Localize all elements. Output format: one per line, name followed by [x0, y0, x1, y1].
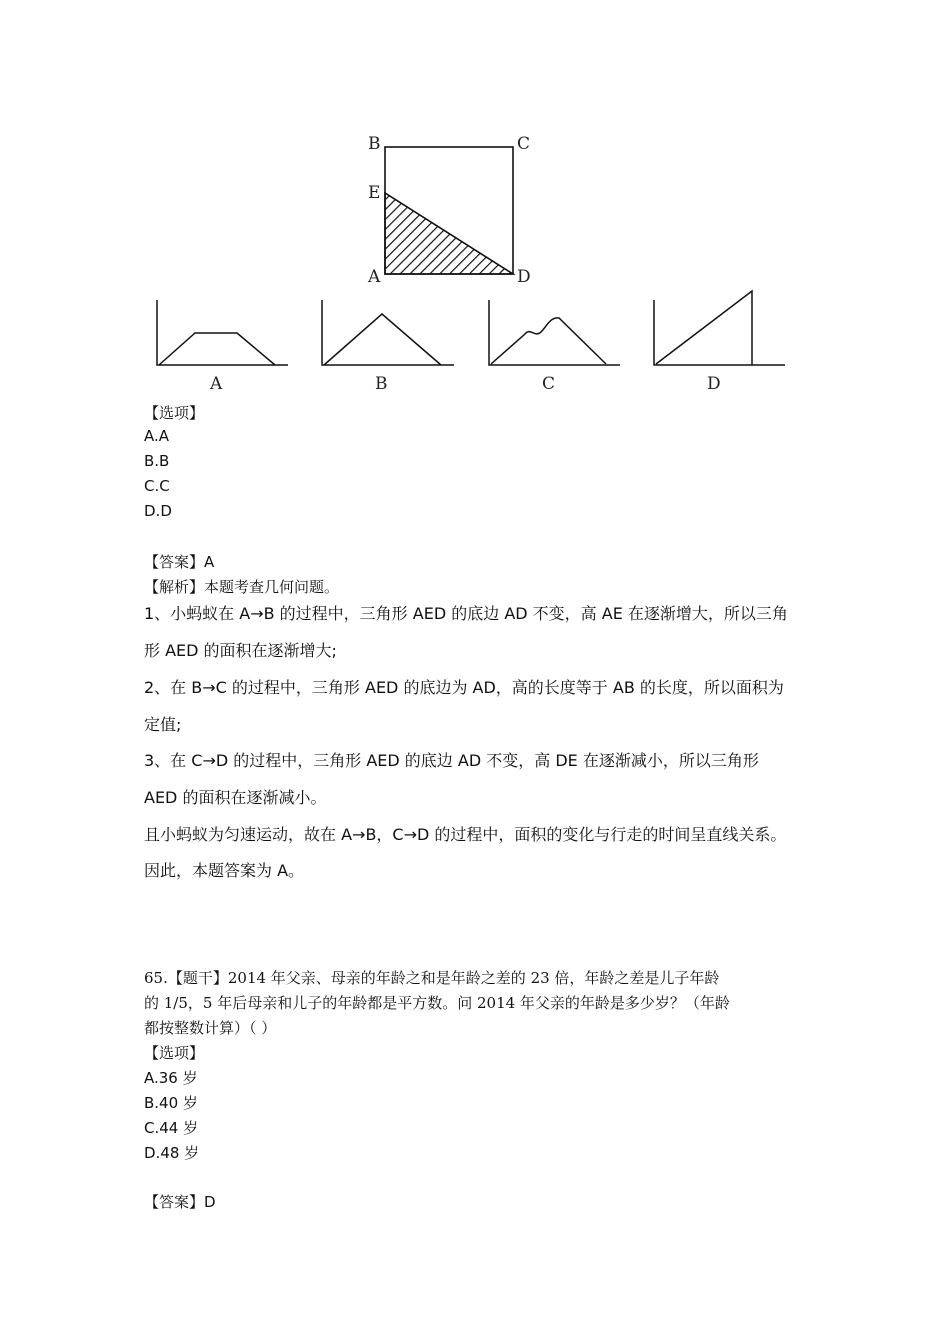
label-b: B — [368, 134, 381, 154]
graph-d — [654, 291, 785, 365]
question-figure — [0, 0, 950, 400]
analysis-line: 3、在 C→D 的过程中，三角形 AED 的底边 AD 不变，高 DE 在逐渐减小，所以三角形 — [144, 751, 759, 770]
analysis-line: 1、小蚂蚁在 A→B 的过程中，三角形 AED 的底边 AD 不变，高 AE 在逐渐增大，所以三角 — [144, 604, 788, 623]
label-e: E — [368, 183, 381, 203]
graph-d-label: D — [707, 374, 721, 394]
label-d: D — [517, 267, 531, 287]
analysis-title: 【解析】本题考查几何问题。 — [144, 578, 340, 596]
triangle-aed — [385, 193, 513, 274]
options-header: 【选项】 — [144, 1044, 205, 1062]
graph-b — [322, 300, 454, 365]
option-c: C.C — [144, 477, 170, 495]
option-b: B.40 岁 — [144, 1094, 198, 1112]
option-c: C.44 岁 — [144, 1119, 199, 1137]
graph-b-label: B — [375, 374, 388, 394]
analysis-line: 形 AED 的面积在逐渐增大; — [144, 641, 337, 660]
option-d: D.D — [144, 502, 172, 520]
option-b: B.B — [144, 452, 170, 470]
question-stem-line: 的 1/5，5 年后母亲和儿子的年龄都是平方数。问 2014 年父亲的年龄是多少岁？（年龄 — [144, 994, 730, 1012]
graph-c-label: C — [542, 374, 556, 394]
question-stem-line: 都按整数计算）（ ） — [144, 1019, 277, 1037]
label-c: C — [517, 134, 531, 154]
analysis-line: 2、在 B→C 的过程中，三角形 AED 的底边为 AD，高的长度等于 AB 的长度，所以面积为 — [144, 678, 784, 697]
graph-c — [489, 300, 620, 365]
option-a: A.36 岁 — [144, 1069, 198, 1087]
question-stem-line: 65.【题干】2014 年父亲、母亲的年龄之和是年龄之差的 23 倍，年龄之差是儿子年龄 — [144, 969, 720, 987]
option-d: D.48 岁 — [144, 1144, 200, 1162]
answer: 【答案】A — [144, 553, 215, 571]
analysis-line: 因此，本题答案为 A。 — [144, 861, 305, 880]
answer: 【答案】D — [144, 1193, 216, 1211]
label-a: A — [368, 267, 381, 287]
options-header: 【选项】 — [144, 404, 205, 422]
analysis-line: AED 的面积在逐渐减小。 — [144, 788, 327, 807]
graph-a — [157, 300, 288, 365]
analysis-line: 定值; — [144, 715, 182, 734]
graph-a-label: A — [210, 374, 223, 394]
option-a: A.A — [144, 427, 170, 445]
analysis-line: 且小蚂蚁为匀速运动，故在 A→B，C→D 的过程中，面积的变化与行走的时间呈直线关系。 — [144, 825, 787, 844]
